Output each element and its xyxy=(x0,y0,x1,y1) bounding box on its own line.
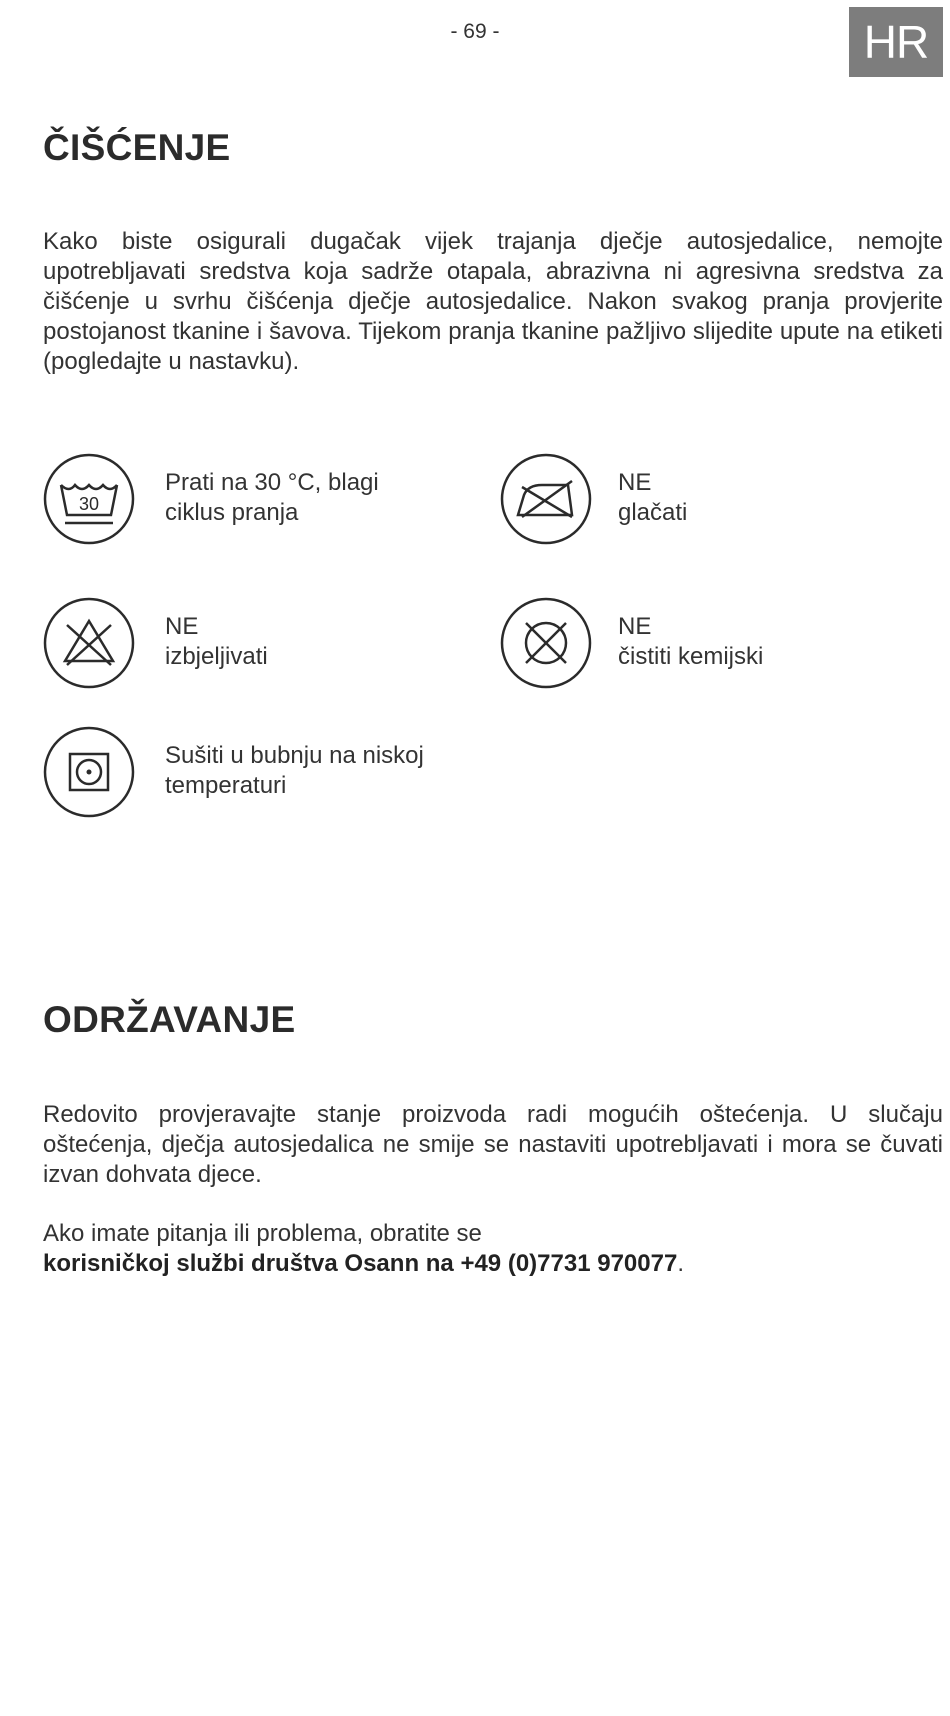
wash-30-gentle-icon xyxy=(43,453,135,545)
cleaning-paragraph: Kako biste osigurali dugačak vijek trajanja dječje autosjedalice, nemojte upotrebljavati sredstva koja sadrže otapala, abrazivna ni agresivna sredstva za čišćenje u svrhu čišćenja dječje autosjedalice. Nakon svakog pranja provjerite postojanost tkanine i šavova. Tijekom pranja tkanine pažljivo slijedite upute na etiketi (pogledajte u nastavku). xyxy=(43,228,943,375)
care-label-line2: glačati xyxy=(618,499,688,526)
wash-temperature-label: 30 xyxy=(78,494,100,514)
contact-service-line: korisničkoj službi društva Osann na +49 (0)7731 970077 xyxy=(43,1250,678,1277)
care-label-line2: čistiti kemijski xyxy=(618,643,764,670)
cleaning-title: ČIŠĆENJE xyxy=(43,127,231,168)
care-label-line1: Prati na 30 °C, blagi xyxy=(165,469,379,496)
maintenance-paragraph: Redovito provjeravajte stanje proizvoda radi mogućih oštećenja. U slučaju oštećenja, dječja autosjedalica ne smije se nastaviti upotrebljavati i mora se čuvati izvan dohvata djece. xyxy=(43,1101,943,1188)
language-badge: HR xyxy=(849,7,943,77)
do-not-bleach-icon xyxy=(43,597,135,689)
contact-intro: Ako imate pitanja ili problema, obratite se xyxy=(43,1220,482,1247)
care-label-line1: NE xyxy=(165,613,199,640)
care-label-line2: temperaturi xyxy=(165,772,287,799)
care-label-line1: Sušiti u bubnju na niskoj xyxy=(165,742,424,769)
care-label-line1: NE xyxy=(618,613,652,640)
do-not-dry-clean-icon xyxy=(500,597,592,689)
care-label-line2: ciklus pranja xyxy=(165,499,299,526)
tumble-dry-low-icon xyxy=(43,726,135,818)
contact-end: . xyxy=(677,1250,684,1277)
care-label-line1: NE xyxy=(618,469,652,496)
contact-info xyxy=(43,1219,943,1279)
do-not-iron-icon xyxy=(500,453,592,545)
care-label-line2: izbjeljivati xyxy=(165,643,268,670)
page-number: - 69 - xyxy=(450,20,500,43)
maintenance-title: ODRŽAVANJE xyxy=(43,999,296,1040)
